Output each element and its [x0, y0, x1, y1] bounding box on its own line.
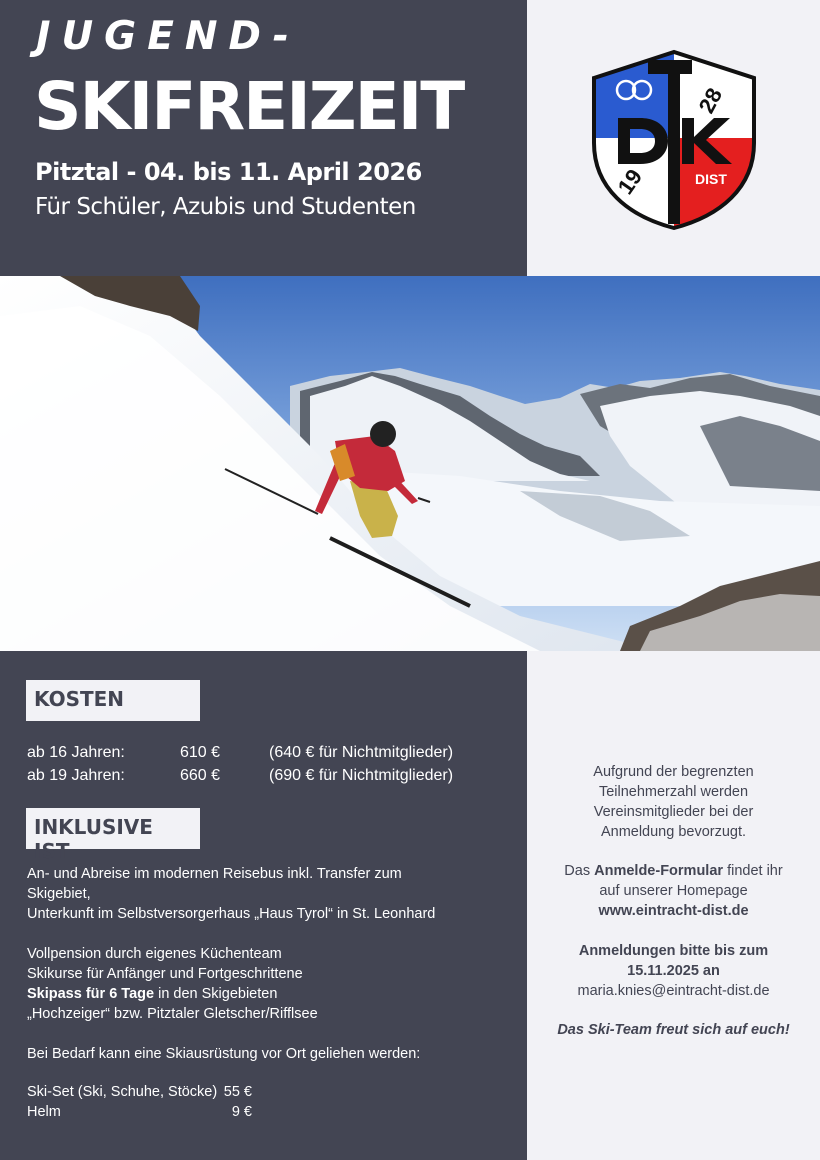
info-line: Vereinsmitglieder bei der	[593, 804, 754, 820]
info-text: findet ihr	[723, 863, 783, 879]
details-panel	[0, 651, 527, 1160]
deadline-date-text: 15.11.2025 an	[627, 963, 720, 979]
inclusion-line: „Hochzeiger“ bzw. Pitztaler Gletscher/Rifflsee	[27, 1006, 318, 1022]
hero-photo	[0, 276, 820, 651]
target-audience: Für Schüler, Azubis und Studenten	[35, 194, 416, 220]
price-member: 660 €	[180, 767, 221, 784]
header-panel	[0, 0, 527, 276]
price-non-member: (640 € für Nichtmitglieder)	[269, 744, 454, 761]
rental-item: Ski-Set (Ski, Schuhe, Stöcke)	[27, 1084, 218, 1100]
skipass-highlight: Skipass für 6 Tage	[27, 986, 155, 1002]
homepage-url[interactable]: www.eintracht-dist.de	[598, 903, 749, 919]
inclusion-line: Skigebiet,	[27, 886, 91, 902]
logo-place: DIST	[695, 171, 727, 187]
rental-price: 55 €	[223, 1084, 252, 1100]
info-line: auf unserer Homepage	[599, 883, 748, 899]
inclusion-line: Skikurse für Anfänger und Fortgeschrittene	[27, 966, 303, 982]
info-line: Anmeldung bevorzugt.	[600, 824, 747, 840]
price-age: ab 16 Jahren:	[27, 744, 125, 761]
kosten-heading: KOSTEN	[26, 680, 200, 721]
info-line: Aufgrund der begrenzten	[593, 764, 754, 780]
inclusion-line-rest: in den Skigebieten	[154, 986, 278, 1002]
price-member: 610 €	[180, 744, 221, 761]
inclusion-line	[27, 984, 277, 1004]
form-highlight: Anmelde-Formular	[594, 863, 724, 879]
homepage-link[interactable]	[527, 901, 820, 921]
registration-info-panel	[527, 651, 820, 1160]
logo-year-left: 19	[612, 164, 648, 199]
rental-item: Helm	[27, 1104, 61, 1120]
deadline-line	[527, 941, 820, 961]
event-date-location: Pitztal - 04. bis 11. April 2026	[35, 158, 422, 186]
info-text: Das	[564, 863, 595, 879]
info-line	[527, 861, 820, 881]
header-kicker: JUGEND-	[36, 14, 300, 59]
closing-text: Das Ski-Team freut sich auf euch!	[557, 1022, 790, 1038]
inclusion-line: Unterkunft im Selbstversorgerhaus „Haus Tyrol“ in St. Leonhard	[27, 906, 436, 922]
deadline-date	[527, 961, 820, 981]
closing-line	[527, 1020, 820, 1040]
contact-email[interactable]: maria.knies@eintracht-dist.de	[577, 983, 770, 999]
price-non-member: (690 € für Nichtmitglieder)	[269, 767, 454, 784]
price-age: ab 19 Jahren:	[27, 767, 125, 784]
page-title: SKIFREIZEIT	[34, 68, 464, 145]
inklusive-heading: INKLUSIVE IST	[26, 808, 200, 849]
inclusion-line: An- und Abreise im modernen Reisebus inkl. Transfer zum	[27, 866, 402, 882]
rental-intro: Bei Bedarf kann eine Skiausrüstung vor Ort geliehen werden:	[27, 1046, 421, 1062]
club-logo	[590, 48, 758, 230]
logo-year-right: 28	[693, 83, 728, 118]
deadline-text: Anmeldungen bitte bis zum	[578, 943, 769, 959]
inclusion-line: Vollpension durch eigenes Küchenteam	[27, 946, 282, 962]
info-line: Teilnehmerzahl werden	[598, 784, 749, 800]
rental-price: 9 €	[231, 1104, 252, 1120]
